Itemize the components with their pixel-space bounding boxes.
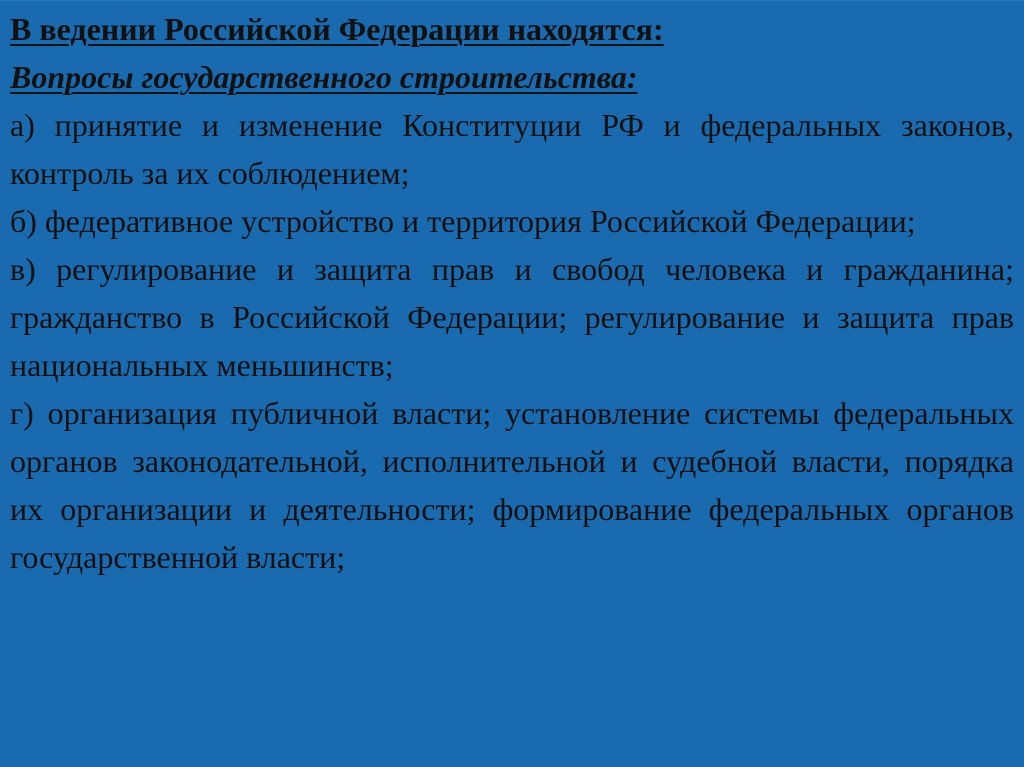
list-item-v: в) регулирование и защита прав и свобод человека и гражданина; гражданство в Российской Федерации; регулирование и защита прав национальных меньшинств; (10, 251, 1014, 383)
slide-title: В ведении Российской Федерации находятся: (10, 11, 664, 47)
list-item-a: а) принятие и изменение Конституции РФ и федеральных законов, контроль за их соблюдением; (10, 107, 1014, 191)
list-item-b: б) федеративное устройство и территория Российской Федерации; (10, 203, 916, 239)
list-item-g: г) организация публичной власти; установление системы федеральных органов законодательной, исполнительной и судебной власти, порядка их организации и деятельности; формирование федеральных органов государственной власти; (10, 395, 1014, 575)
slide-subtitle-colon: : (626, 59, 638, 95)
slide-content (10, 5, 1014, 581)
slide-subtitle-text: Вопросы государственного строительства (10, 59, 627, 95)
slide-subtitle (10, 53, 1014, 101)
